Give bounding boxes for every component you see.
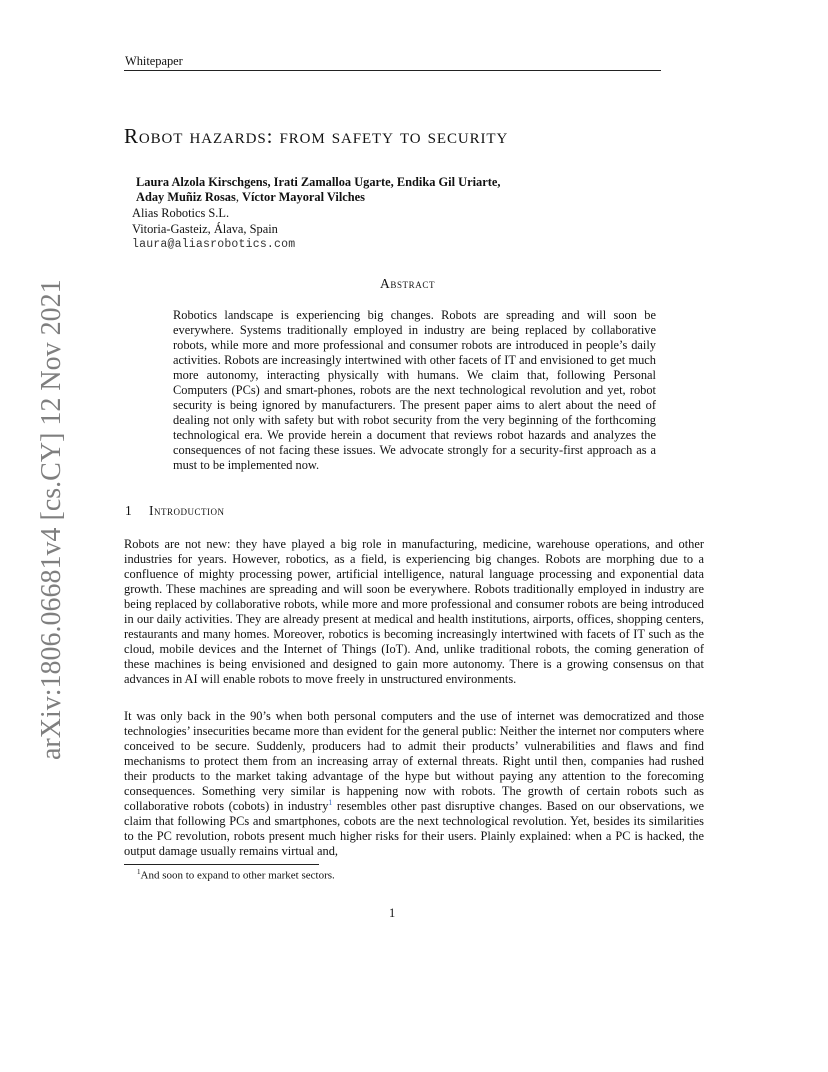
author-line-1: Laura Alzola Kirschgens, Irati Zamalloa Ugarte, Endika Gil Uriarte, <box>136 175 501 189</box>
paragraph-text: resembles other past disruptive changes. Based on our observations, we claim that following PCs and smartphones, cobots are the next technological revolution. Yet, besides its similarities to the PC revolution, robots present much higher risks for their users. Plainly explained: when a PC is hacked, the output damage usually remains virtual and, <box>124 798 704 858</box>
header-divider <box>124 70 661 71</box>
affiliation-location: Vitoria-Gasteiz, Álava, Spain <box>132 222 278 236</box>
affiliation-org: Alias Robotics S.L. <box>132 206 230 220</box>
author-name: Víctor Mayoral Vilches <box>242 190 365 204</box>
affiliation-block <box>132 205 295 253</box>
abstract-text: Robotics landscape is experiencing big changes. Robots are spreading and will soon be everywhere. Systems traditionally employed in industry are being replaced by collaborative robots, while more and more professional and consumer robots are introduced in people’s daily activities. Robots are increasingly intertwined with other facets of IT and envisioned to get much more autonomy, interacting physically with humans. We claim that, following Personal Computers (PCs) and smart-phones, robots are the next technological revolution and yet, robot security is being ignored by manufacturers. The present paper aims to alert about the need of dealing not only with safety but with robot security from the very beginning of the forthcoming technological era. We provide herein a document that reviews robot hazards and analyzes the consequences of not facing these issues. We advocate strongly for a security-first approach as a must to be implemented now. <box>173 308 656 472</box>
section-title: Introduction <box>149 503 225 518</box>
section-number: 1 <box>125 503 132 518</box>
paragraph-text: It was only back in the 90’s when both personal computers and the use of internet was democratized and those technologies’ insecurities became more than evident for the general public: Neither the internet nor computers where conceived to be secure. Suddenly, producers had to admit their products’ vulnerabilities and flaws and find mechanisms to protect them from an increasing array of external threats. Right until then, companies had rushed their products to the market taking advantage of the hype but without paying any attention to the forecoming consequences. Something very similar is happening now with robots. The growth of certain robots such as collaborative robots (cobots) in industry <box>124 709 704 813</box>
footnote-text: And soon to expand to other market sectors. <box>140 869 335 882</box>
arxiv-identifier-stamp: arXiv:1806.06681v4 [cs.CY] 12 Nov 2021 <box>36 279 67 760</box>
author-separator: , <box>235 190 243 204</box>
section-heading-introduction <box>125 503 225 519</box>
abstract-heading: Abstract <box>380 276 436 291</box>
page-number: 1 <box>389 906 396 920</box>
author-line-2 <box>136 190 500 205</box>
footnote <box>137 868 335 882</box>
author-name: Aday Muñiz Rosas <box>136 190 236 204</box>
footnote-divider <box>124 864 319 865</box>
footnote-reference-link[interactable]: 1 <box>328 797 333 807</box>
running-header: Whitepaper <box>125 54 183 68</box>
author-list <box>136 175 500 205</box>
footnote-mark: 1 <box>137 868 141 876</box>
intro-paragraph-1: Robots are not new: they have played a big role in manufacturing, medicine, warehouse operations, and other industries for years. However, robotics, as a field, is experiencing big changes. Robots are morphing due to a confluence of mighty processing power, artificial intelligence, natural language processing and exponential data growth. These machines are spreading and will soon be everywhere. Robots traditionally employed in industry are being replaced by collaborative robots, while more and more professional and consumer robots are being introduced in our daily activities. They are already present at medical and health institutions, airports, offices, shopping centers, restaurants and many homes. Moreover, robotics is becoming increasingly intertwined with facets of IT such as the cloud, mobile devices and the Internet of Things (IoT). And, unlike traditional robots, the coming generation of these machines is being envisioned and designed to gain more autonomy. There is a growing consensus on that advances in AI will enable robots to move freely in unstructured environments. <box>124 537 704 686</box>
paper-title: Robot hazards: from safety to security <box>124 124 509 148</box>
contact-email-link[interactable]: laura@aliasrobotics.com <box>132 238 296 251</box>
intro-paragraph-2 <box>124 709 704 859</box>
